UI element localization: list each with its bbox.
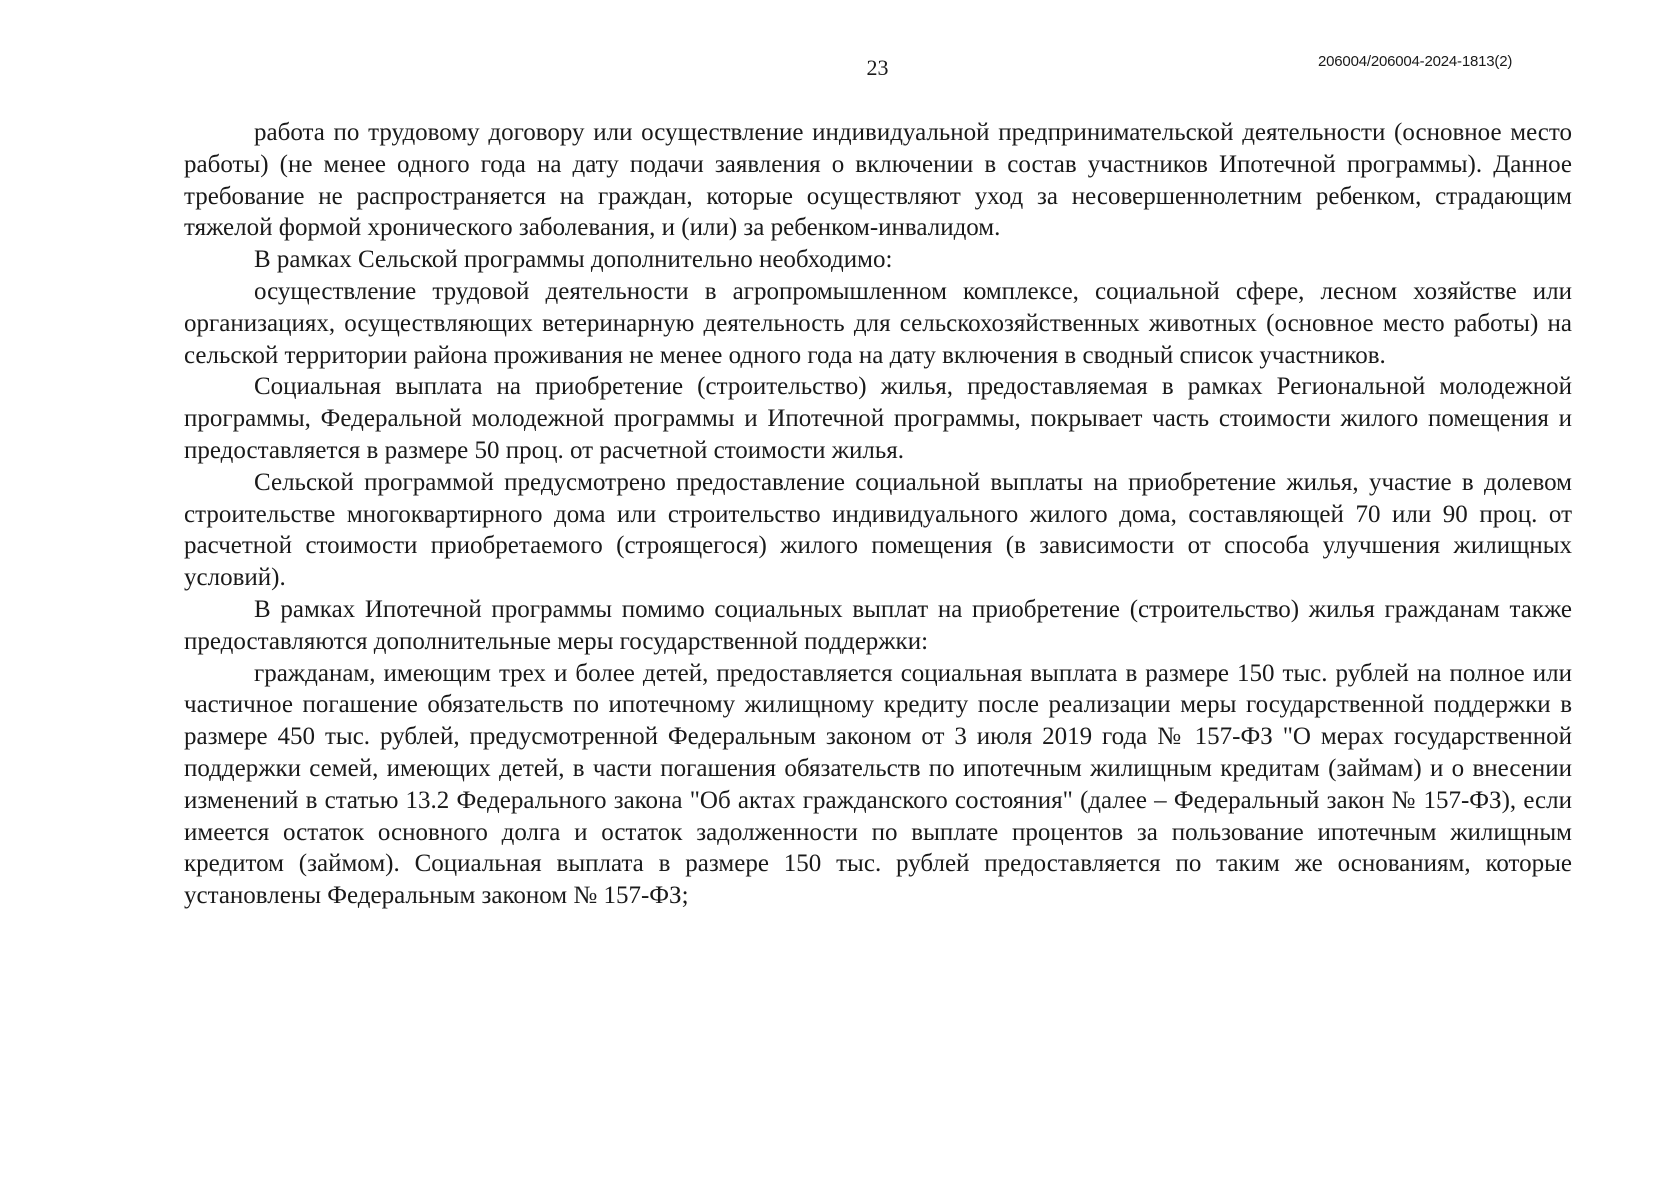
paragraph-rural-payment-70-90: Сельской программой предусмотрено предоставление социальной выплаты на приобретение жилья, участие в долевом строительстве многоквартирного дома или строительство индивидуального жилого дома, составляющей 70 или 90 проц. от расчетной стоимости приобретаемого (строящегося) жилого помещения (в зависимости от способа улучшения жилищных условий).	[184, 468, 1572, 592]
paragraph-social-payment-50: Социальная выплата на приобретение (строительство) жилья, предоставляемая в рамках Региональной молодежной программы, Федеральной молодежной программы и Ипотечной программы, покрывает часть стоимости жилого помещения и предоставляется в размере 50 проц. от расчетной стоимости жилья.	[184, 373, 1572, 464]
paragraph-employment-requirement: работа по трудовому договору или осуществление индивидуальной предпринимательской деятельности (основное место работы) (не менее одного года на дату подачи заявления о включении в состав участников Ипотечной программы). Данное требование не распространяется на граждан, которые осуществляют уход за несовершеннолетним ребенком, страдающим тяжелой формой хронического заболевания, и (или) за ребенком-инвалидом.	[184, 119, 1572, 242]
document-body	[184, 117, 1572, 912]
page-number: 23	[866, 55, 889, 80]
paragraph-large-families-payment: гражданам, имеющим трех и более детей, предоставляется социальная выплата в размере 150 тыс. рублей на полное или частичное погашение обязательств по ипотечному жилищному кредиту после реализации меры государственной поддержки в размере 450 тыс. рублей, предусмотренной Федеральным законом от 3 июля 2019 года № 157-ФЗ "О мерах государственной поддержки семей, имеющих детей, в части погашения обязательств по ипотечным жилищным кредитам (займам) и о внесении изменений в статью 13.2 Федерального закона "Об актах гражданского состояния" (далее – Федеральный закон № 157-ФЗ), если имеется остаток основного долга и остаток задолженности по выплате процентов за пользование ипотечным жилищным кредитом (займом). Социальная выплата в размере 150 тыс. рублей предоставляется по таким же основаниям, которые установлены Федеральным законом № 157-ФЗ;	[184, 659, 1572, 910]
paragraph-mortgage-additional-support: В рамках Ипотечной программы помимо социальных выплат на приобретение (строительство) жилья гражданам также предоставляются дополнительные меры государственной поддержки:	[184, 595, 1572, 655]
document-code: 206004/206004-2024-1813(2)	[1318, 53, 1513, 70]
paragraph-rural-work-requirement: осуществление трудовой деятельности в агропромышленном комплексе, социальной сфере, лесном хозяйстве или организациях, осуществляющих ветеринарную деятельность для сельскохозяйственных животных (основное место работы) на сельской территории района проживания не менее одного года на дату включения в сводный список участников.	[184, 277, 1572, 369]
paragraph-rural-program-intro: В рамках Сельской программы дополнительно необходимо:	[254, 246, 893, 274]
